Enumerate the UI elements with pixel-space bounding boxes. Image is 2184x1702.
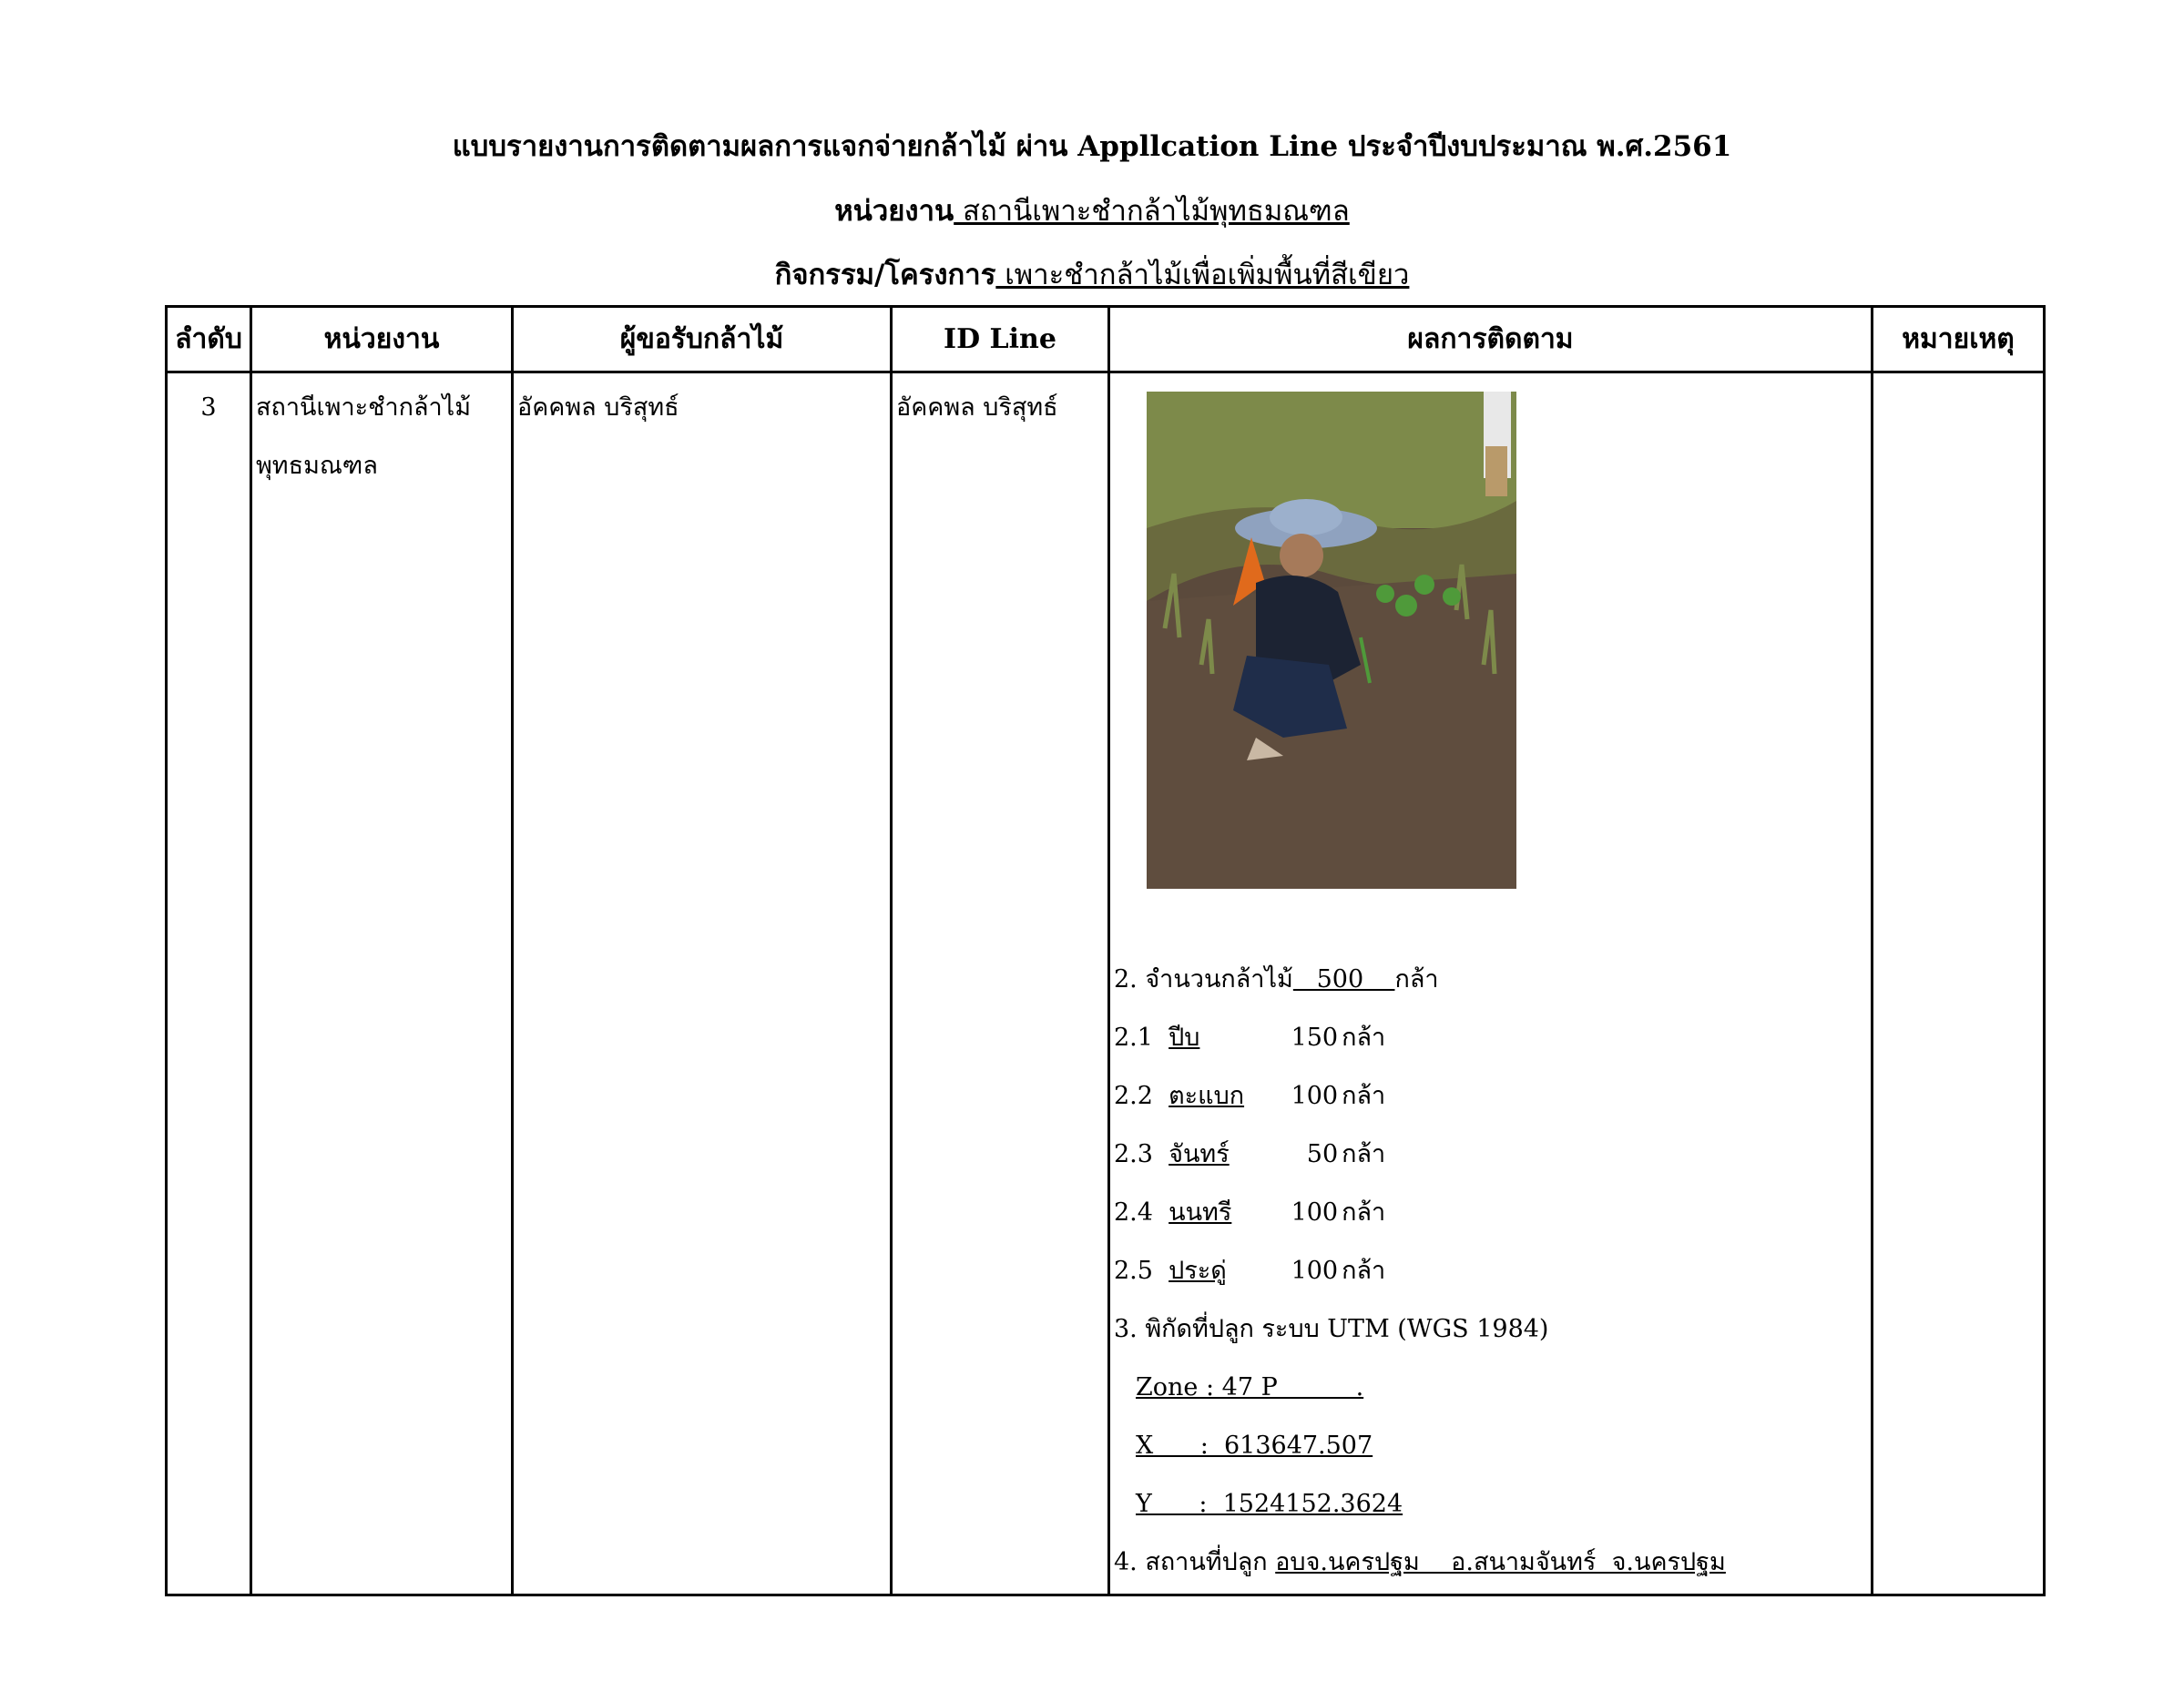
cell-result [1109, 372, 1873, 1595]
cell-number: 3 [167, 372, 251, 1595]
project-value: เพาะชำกล้าไม้เพื่อเพิ่มพื้นที่สีเขียว [995, 259, 1410, 291]
coord-label: 3. พิกัดที่ปลูก ระบบ UTM (WGS 1984) [1114, 1315, 1549, 1343]
species-item: 2.1 ปีบ 150 กล้า [1114, 1024, 1386, 1052]
planting-place: 4. สถานที่ปลูก อบจ.นครปฐม อ.สนามจันทร์ จ.นครปฐม [1114, 1548, 1726, 1576]
species-item: 2.2 ตะแบก 100 กล้า [1114, 1082, 1386, 1110]
col-header-remark: หมายเหตุ [1873, 307, 2045, 372]
col-header-id-line: ID Line [892, 307, 1109, 372]
col-header-unit: หน่วยงาน [251, 307, 513, 372]
cell-unit [251, 372, 513, 1595]
unit-label: หน่วยงาน [834, 195, 954, 228]
unit-value: สถานีเพาะชำกล้าไม้พุทธมณฑล [954, 195, 1350, 228]
unit-line [0, 188, 2184, 233]
report-title: แบบรายงานการติดตามผลการแจกจ่ายกล้าไม้ ผ่าน Appllcation Line ประจำปีงบประมาณ พ.ศ.2561 [452, 130, 1732, 163]
species-item: 2.3 จันทร์ 50 กล้า [1114, 1140, 1386, 1168]
cell-unit-line2: พุทธมณฑล [256, 452, 378, 480]
cell-remark [1873, 372, 2045, 1595]
coord-zone: Zone : 47 P . [1136, 1373, 1364, 1401]
species-item: 2.4 นนทรี 100 กล้า [1114, 1198, 1386, 1227]
coord-x: X : 613647.507 [1136, 1432, 1373, 1460]
seedling-total: 2. จำนวนกล้าไม้ 500 กล้า [1114, 965, 1439, 994]
col-header-no: ลำดับ [167, 307, 251, 372]
report-table [165, 305, 2046, 1596]
species-item: 2.5 ประดู่ 100 กล้า [1114, 1257, 1386, 1285]
table-header-row [167, 307, 2045, 372]
table-row [167, 372, 2045, 1595]
project-label: กิจกรรม/โครงการ [774, 259, 996, 291]
col-header-recipient: ผู้ขอรับกล้าไม้ [513, 307, 892, 372]
project-line [0, 251, 2184, 297]
coord-y: Y : 1524152.3624 [1136, 1490, 1403, 1518]
cell-unit-line1: สถานีเพาะชำกล้าไม้ [256, 393, 472, 422]
cell-id-line: อัคคพล บริสุทธ์ [892, 372, 1109, 1595]
tree-planting-photo-icon [1147, 392, 1516, 889]
col-header-result: ผลการติดตาม [1109, 307, 1873, 372]
cell-recipient: อัคคพล บริสุทธ์ [513, 372, 892, 1595]
